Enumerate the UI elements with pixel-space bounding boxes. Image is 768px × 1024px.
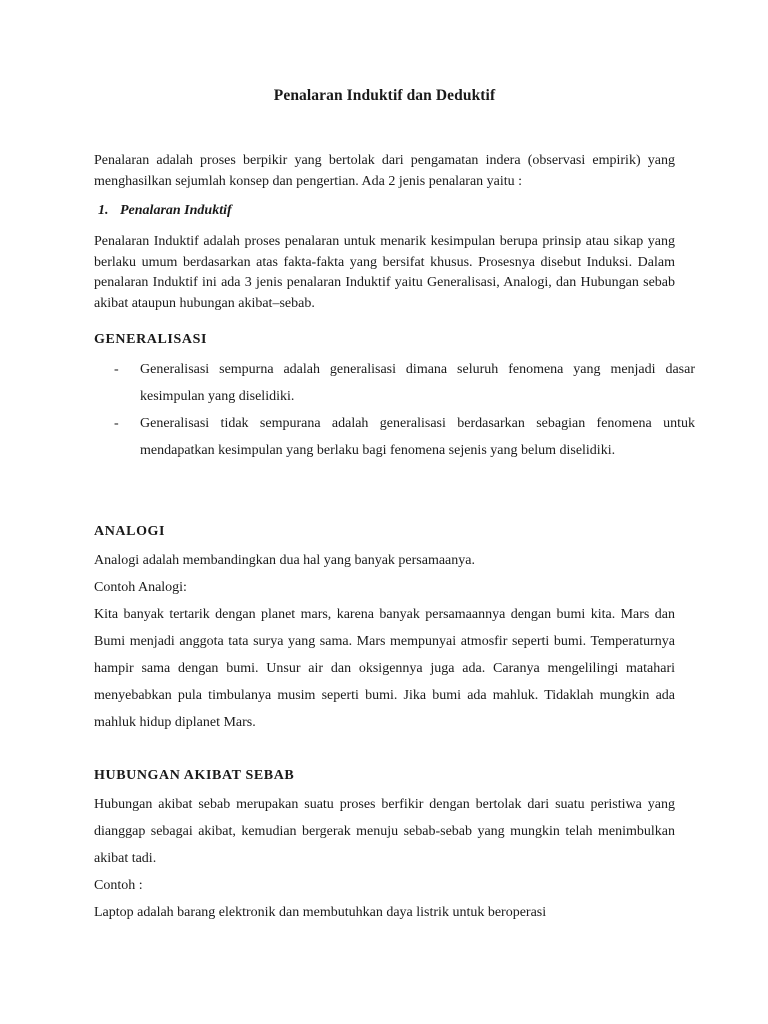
- analogi-body: [94, 547, 675, 736]
- analogi-definition: Analogi adalah membandingkan dua hal yang banyak persamaanya.: [94, 553, 475, 568]
- hubungan-body: [94, 791, 675, 926]
- intro-paragraph: Penalaran adalah proses berpikir yang bertolak dari pengamatan indera (observasi empirik) yang menghasilkan sejumlah konsep dan pengertian. Ada 2 jenis penalaran yaitu :: [94, 153, 675, 189]
- generalisasi-heading: GENERALISASI: [94, 332, 208, 347]
- analogi-example-label: Contoh Analogi:: [94, 580, 187, 595]
- bullet-dash: -: [114, 416, 119, 431]
- induktif-paragraph: Penalaran Induktif adalah proses penalaran untuk menarik kesimpulan berupa prinsip atau sikap yang berlaku umum berdasarkan atas fakta-fakta yang bersifat khusus. Prosesnya disebut Induksi. Dalam penalaran Induktif ini ada 3 jenis penalaran Induktif yaitu Generalisasi, Analogi, dan Hubungan sebab akibat ataupun hubungan akibat–sebab.: [94, 234, 675, 311]
- hubungan-example-label: Contoh :: [94, 878, 143, 893]
- section-heading-text: Penalaran Induktif: [120, 203, 232, 218]
- analogi-heading: ANALOGI: [94, 524, 166, 539]
- analogi-example: Kita banyak tertarik dengan planet mars, karena banyak persamaannya dengan bumi kita. Mars dan Bumi menjadi anggota tata surya yang sama. Mars mempunyai atmosfir seperti bumi. Temperaturnya hampir sama dengan bumi. Unsur air dan oksigennya juga ada. Caranya mengelilingi matahari menyebabkan pula timbulanya musim seperti bumi. Jika bumi ada mahluk. Tidaklah mungkin ada mahluk hidup diplanet Mars.: [94, 607, 675, 730]
- hubungan-example: Laptop adalah barang elektronik dan membutuhkan daya listrik untuk beroperasi: [94, 905, 547, 920]
- document-title: Penalaran Induktif dan Deduktif: [273, 87, 496, 104]
- bullet-dash: -: [114, 362, 119, 377]
- section-number: 1.: [98, 203, 109, 218]
- bullet-text: Generalisasi sempurna adalah generalisasi dimana seluruh fenomena yang menjadi dasar kesimpulan yang diselidiki.: [140, 362, 695, 404]
- hubungan-definition: Hubungan akibat sebab merupakan suatu proses berfikir dengan bertolak dari suatu peristiwa yang dianggap sebagai akibat, kemudian bergerak menuju sebab-sebab yang mungkin telah menimbulkan akibat tadi.: [94, 797, 675, 866]
- bullet-text: Generalisasi tidak sempurana adalah generalisasi berdasarkan sebagian fenomena untuk mendapatkan kesimpulan yang berlaku bagi fenomena sejenis yang belum diselidiki.: [140, 416, 695, 458]
- section-heading-penalaran-induktif: [98, 203, 232, 219]
- hubungan-heading: HUBUNGAN AKIBAT SEBAB: [94, 768, 295, 783]
